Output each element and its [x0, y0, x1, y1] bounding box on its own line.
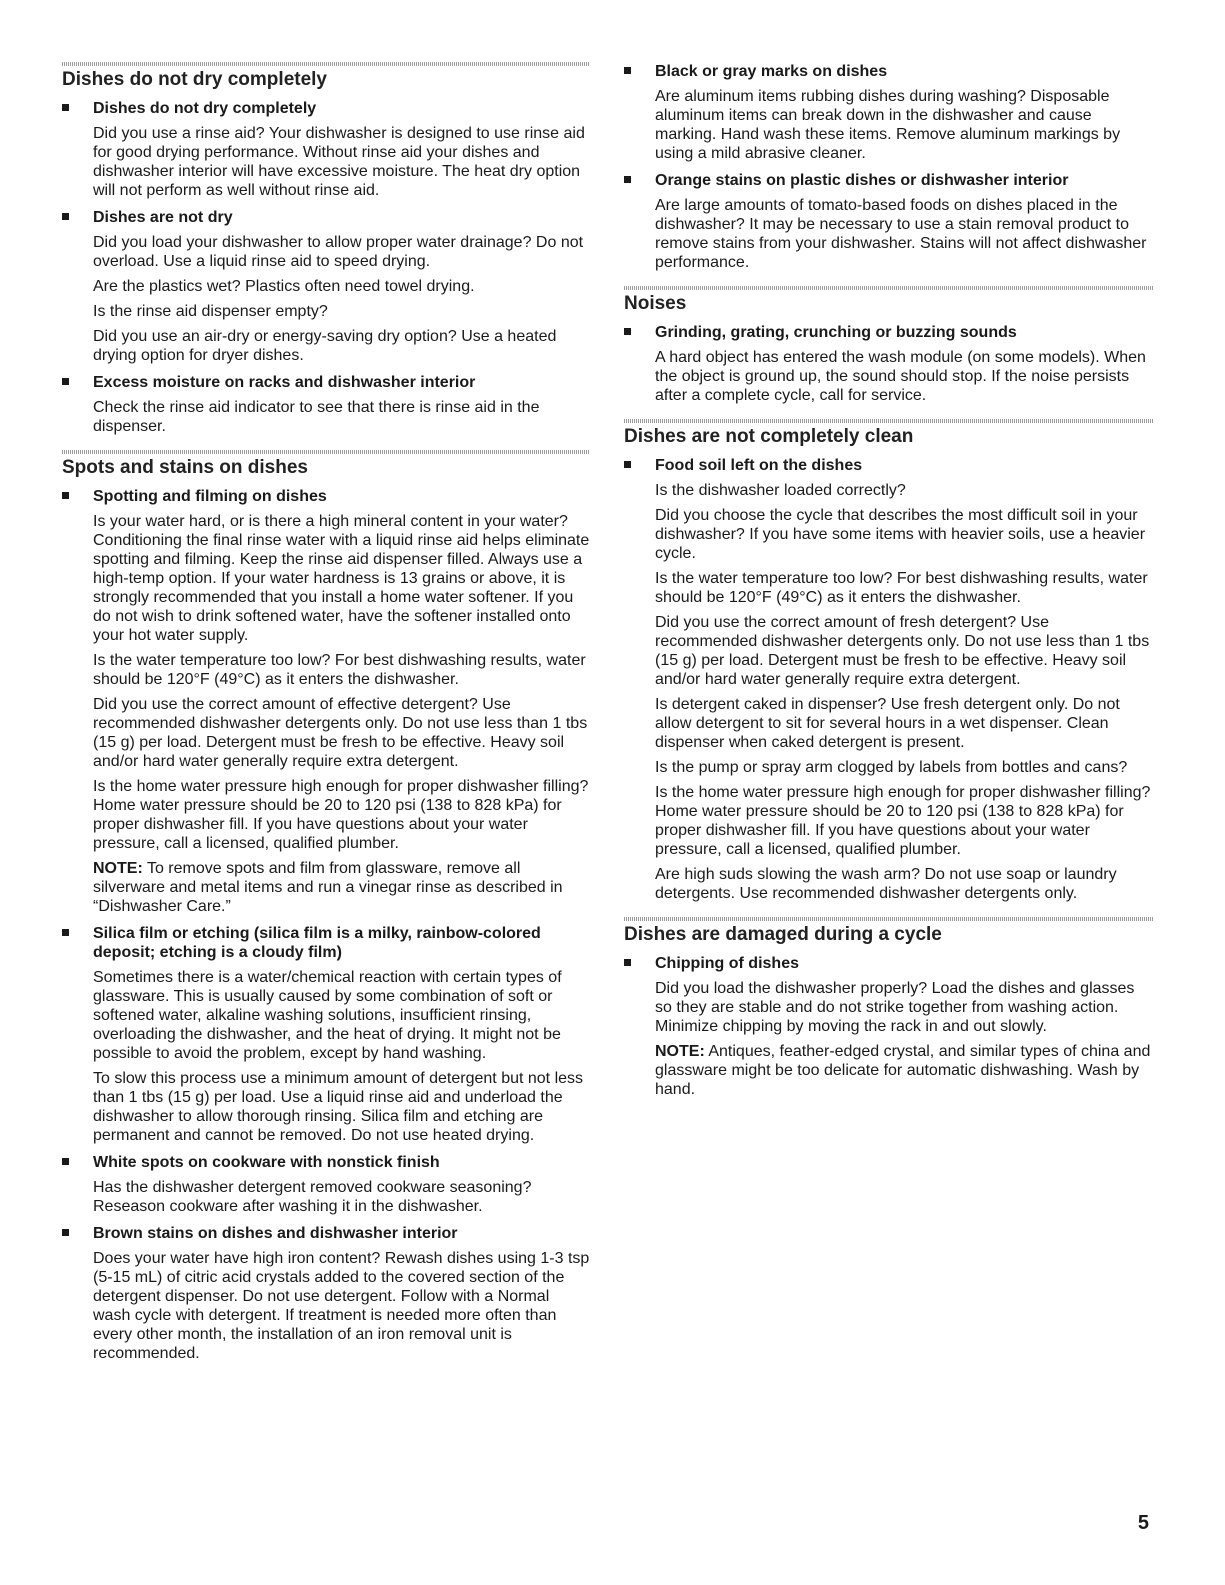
item-title: White spots on cookware with nonstick finish [93, 1154, 440, 1171]
bullet-icon [624, 176, 631, 183]
item-paragraph: Is the home water pressure high enough for proper dishwasher filling? Home water pressure should be 20 to 120 psi (138 to 828 kPa) for proper dishwasher fill. If you have questions about your water pressure, call a licensed, qualified plumber. [655, 784, 1151, 858]
bullet-icon [62, 1158, 69, 1165]
item-paragraph: Did you use the correct amount of fresh detergent? Use recommended dishwasher detergents only. Do not use less than 1 tbs (15 g) per load. Detergent must be fresh to be effective. Heavy soil and/or hard water generally require extra detergent. [655, 614, 1150, 688]
troubleshooting-item [62, 99, 590, 200]
item-paragraph: Did you use the correct amount of effective detergent? Use recommended dishwasher detergents only. Do not use less than 1 tbs (15 g) per load. Detergent must be fresh to be effective. Heavy soil and/or hard water generally require extra detergent. [93, 696, 588, 770]
item-paragraph: Sometimes there is a water/chemical reaction with certain types of glassware. This is usually caused by some combination of soft or softened water, alkaline washing solutions, insufficient rinsing, overloading the dishwasher, and the heat of drying. It might not be possible to avoid the problem, except by hand washing. [93, 969, 562, 1062]
left-column [62, 62, 590, 1371]
item-title: Food soil left on the dishes [655, 457, 863, 474]
item-paragraph: Check the rinse aid indicator to see that there is rinse aid in the dispenser. [93, 399, 540, 435]
section-divider [62, 450, 590, 454]
troubleshooting-item [624, 171, 1154, 272]
item-paragraph: Is the water temperature too low? For best dishwashing results, water should be 120°F (49°C) as it enters the dishwasher. [655, 570, 1148, 606]
troubleshooting-item [62, 208, 590, 365]
bullet-icon [62, 378, 69, 385]
item-paragraph: Is the rinse aid dispenser empty? [93, 303, 328, 320]
troubleshooting-item [624, 456, 1154, 903]
troubleshooting-item [62, 924, 590, 1145]
item-paragraph: Is the home water pressure high enough for proper dishwasher filling? Home water pressure should be 20 to 120 psi (138 to 828 kPa) for proper dishwasher fill. If you have questions about your water pressure, call a licensed, qualified plumber. [93, 778, 589, 852]
item-paragraph: Did you use a rinse aid? Your dishwasher is designed to use rinse aid for good drying performance. Without rinse aid your dishes and dishwasher interior will have excessive moisture. The heat dry option will not perform as well without rinse aid. [93, 125, 585, 199]
item-title: Grinding, grating, crunching or buzzing sounds [655, 324, 1017, 341]
item-paragraph: Are large amounts of tomato-based foods on dishes placed in the dishwasher? It may be necessary to use a stain removal product to remove stains from your dishwasher. Stains will not affect dishwasher performance. [655, 197, 1147, 271]
section [624, 286, 1154, 405]
section-title: Dishes do not dry completely [62, 69, 327, 90]
note-text: Antiques, feather-edged crystal, and similar types of china and glassware might be too delicate for automatic dishwashing. Wash by hand. [655, 1043, 1151, 1098]
item-paragraph: Is the dishwasher loaded correctly? [655, 482, 906, 499]
item-paragraph: A hard object has entered the wash module (on some models). When the object is ground up, the sound should stop. If the noise persists after a complete cycle, call for service. [655, 349, 1146, 404]
bullet-icon [62, 492, 69, 499]
note-text: To remove spots and film from glassware, remove all silverware and metal items and run a vinegar rinse as described in “Dishwasher Care.” [93, 860, 563, 915]
item-title: Silica film or etching (silica film is a milky, rainbow-colored deposit; etching is a cloudy film) [93, 925, 541, 961]
section-title: Noises [624, 293, 687, 314]
item-paragraph: Are aluminum items rubbing dishes during washing? Disposable aluminum items can break down in the dishwasher and cause marking. Hand wash these items. Remove aluminum markings by using a mild abrasive cleaner. [655, 88, 1121, 162]
bullet-icon [624, 461, 631, 468]
section [624, 917, 1154, 1099]
bullet-icon [62, 104, 69, 111]
troubleshooting-item [624, 323, 1154, 405]
bullet-icon [62, 213, 69, 220]
item-paragraph: Are high suds slowing the wash arm? Do not use soap or laundry detergents. Use recommended dishwasher detergents only. [655, 866, 1117, 902]
section-divider [62, 62, 590, 66]
item-paragraph: Is the pump or spray arm clogged by labels from bottles and cans? [655, 759, 1128, 776]
item-paragraph: Has the dishwasher detergent removed cookware seasoning? Reseason cookware after washing it in the dishwasher. [93, 1179, 532, 1215]
item-paragraph: Did you use an air-dry or energy-saving dry option? Use a heated drying option for dryer dishes. [93, 328, 557, 364]
item-title: Orange stains on plastic dishes or dishwasher interior [655, 172, 1069, 189]
section-divider [624, 286, 1154, 290]
troubleshooting-item [62, 487, 590, 916]
bullet-icon [624, 67, 631, 74]
troubleshooting-item [624, 62, 1154, 163]
item-paragraph: Did you load the dishwasher properly? Load the dishes and glasses so they are stable and do not strike together from washing action. Minimize chipping by moving the rack in and out slowly. [655, 980, 1135, 1035]
item-paragraph: Did you choose the cycle that describes the most difficult soil in your dishwasher? If you have some items with heavier soils, use a heavier cycle. [655, 507, 1146, 562]
item-paragraph: Does your water have high iron content? Rewash dishes using 1-3 tsp (5-15 mL) of citric acid crystals added to the covered section of the detergent dispenser. Do not use detergent. Follow with a Normal wash cycle with detergent. If treatment is needed more often than every other month, the installation of an iron removal unit is recommended. [93, 1250, 590, 1362]
item-paragraph: Is your water hard, or is there a high mineral content in your water? Conditioning the final rinse water with a liquid rinse aid helps eliminate spotting and filming. Keep the rinse aid dispenser filled. Always use a high-temp option. If your water hardness is 13 grains or above, it is strongly recommended that you install a home water softener. If you do not wish to drink softened water, have the softener installed onto your hot water supply. [93, 513, 590, 644]
troubleshooting-item [62, 1224, 590, 1363]
item-title: Brown stains on dishes and dishwasher interior [93, 1225, 458, 1242]
section-divider [624, 917, 1154, 921]
bullet-icon [62, 1229, 69, 1236]
section-title: Spots and stains on dishes [62, 457, 308, 478]
item-paragraph: Are the plastics wet? Plastics often need towel drying. [93, 278, 475, 295]
note-paragraph [93, 859, 590, 916]
section [62, 450, 590, 1363]
item-paragraph: Is the water temperature too low? For best dishwashing results, water should be 120°F (49°C) as it enters the dishwasher. [93, 652, 586, 688]
section-title: Dishes are not completely clean [624, 426, 914, 447]
bullet-icon [62, 929, 69, 936]
item-title: Spotting and filming on dishes [93, 488, 327, 505]
section-divider [624, 419, 1154, 423]
troubleshooting-item [624, 954, 1154, 1099]
item-title: Black or gray marks on dishes [655, 63, 888, 80]
continued-section [624, 62, 1154, 272]
page-number: 5 [1137, 1512, 1149, 1534]
note-paragraph [655, 1042, 1154, 1099]
note-label: NOTE: [655, 1043, 705, 1060]
item-paragraph: Did you load your dishwasher to allow proper water drainage? Do not overload. Use a liquid rinse aid to speed drying. [93, 234, 584, 270]
section [62, 62, 590, 436]
right-column [624, 62, 1154, 1107]
item-paragraph: To slow this process use a minimum amount of detergent but not less than 1 tbs (15 g) per load. Use a liquid rinse aid and underload the dishwasher to allow thorough rinsing. Silica film and etching are permanent and cannot be removed. Do not use heated drying. [93, 1070, 584, 1144]
note-label: NOTE: [93, 860, 143, 877]
section-title: Dishes are damaged during a cycle [624, 924, 942, 945]
troubleshooting-item [62, 373, 590, 436]
troubleshooting-item [62, 1153, 590, 1216]
item-paragraph: Is detergent caked in dispenser? Use fresh detergent only. Do not allow detergent to sit for several hours in a wet dispenser. Clean dispenser when caked detergent is present. [655, 696, 1120, 751]
item-title: Chipping of dishes [655, 955, 799, 972]
item-title: Excess moisture on racks and dishwasher interior [93, 374, 476, 391]
item-title: Dishes do not dry completely [93, 100, 317, 117]
item-title: Dishes are not dry [93, 209, 233, 226]
bullet-icon [624, 328, 631, 335]
section [624, 419, 1154, 903]
bullet-icon [624, 959, 631, 966]
